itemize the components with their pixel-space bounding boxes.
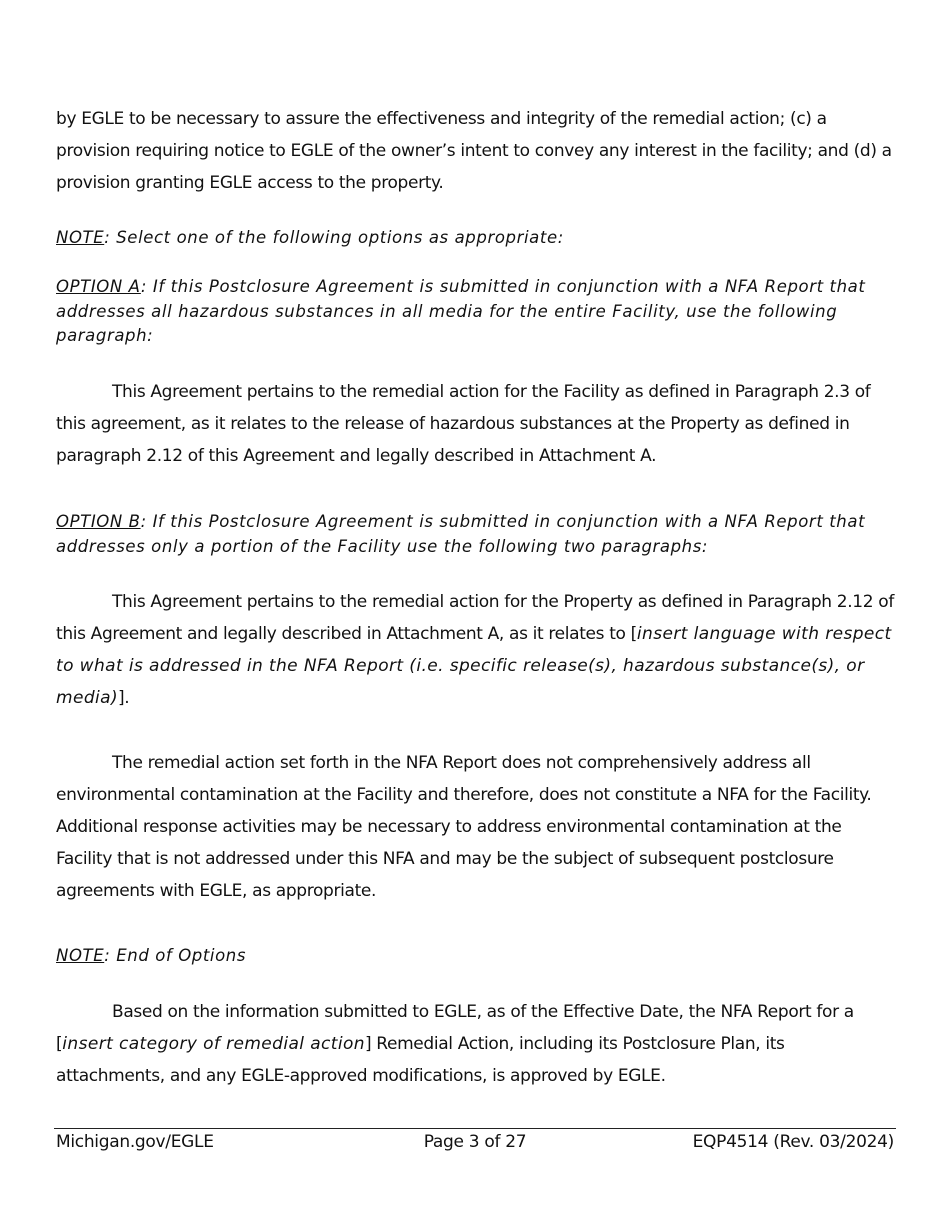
footer-divider <box>54 1128 896 1129</box>
note-text: : End of Options <box>104 946 247 965</box>
note-end-of-options <box>56 944 896 969</box>
option-b-instruction <box>56 510 896 559</box>
option-a-label: OPTION A <box>56 277 141 296</box>
final-insert-placeholder: insert category of remedial action <box>62 1034 365 1054</box>
note-label: NOTE <box>56 228 105 247</box>
note-select-option <box>56 226 896 251</box>
option-b-paragraph-1-end: ]. <box>117 688 130 708</box>
footer-form-number: EQP4514 (Rev. 03/2024) <box>692 1132 894 1152</box>
option-b-text: : If this Postclosure Agreement is submitted in conjunction with a NFA Report that addresses only a portion of the Facility use the following two paragraphs: <box>56 512 866 556</box>
option-b-label: OPTION B <box>56 512 141 531</box>
note-text: : Select one of the following options as appropriate: <box>104 228 564 247</box>
option-a-text: : If this Postclosure Agreement is submitted in conjunction with a NFA Report that addresses all hazardous substances in all media for the entire Facility, use the following paragraph: <box>56 277 866 345</box>
option-a-instruction <box>56 275 896 349</box>
footer-page-number: Page 3 of 27 <box>423 1132 527 1152</box>
final-paragraph-end: ] Remedial Action, including its Postclosure Plan, its attachments, and any EGLE-approved modifications, is approved by EGLE. <box>56 1034 785 1086</box>
final-paragraph-start: Based on the information submitted to EGLE, as of the Effective Date, the NFA Report for a [ <box>56 1002 854 1054</box>
footer-website: Michigan.gov/EGLE <box>56 1132 214 1152</box>
note-label: NOTE <box>56 946 105 965</box>
intro-paragraph: by EGLE to be necessary to assure the effectiveness and integrity of the remedial action; (c) a provision requiring notice to EGLE of the owner’s intent to convey any interest in the facility; and (d) a provision granting EGLE access to the property. <box>56 109 892 193</box>
final-paragraph <box>56 996 896 1092</box>
option-b-paragraph-1 <box>56 586 896 714</box>
option-b-paragraph-2: The remedial action set forth in the NFA Report does not comprehensively address all environmental contamination at the Facility and therefore, does not constitute a NFA for the Facility. Additional response activities may be necessary to address environmental contamination at the Facility that is not addressed under this NFA and may be the subject of subsequent postclosure agreements with EGLE, as appropriate. <box>56 753 872 901</box>
option-a-paragraph: This Agreement pertains to the remedial action for the Facility as defined in Paragraph 2.3 of this agreement, as it relates to the release of hazardous substances at the Property as defined in paragraph 2.12 of this Agreement and legally described in Attachment A. <box>56 382 871 466</box>
option-b-insert-placeholder: insert language with respect to what is addressed in the NFA Report (i.e. specific release(s), hazardous substance(s), or media) <box>56 624 892 708</box>
option-b-paragraph-1-start: This Agreement pertains to the remedial action for the Property as defined in Paragraph 2.12 of this Agreement and legally described in Attachment A, as it relates to [ <box>56 592 894 644</box>
